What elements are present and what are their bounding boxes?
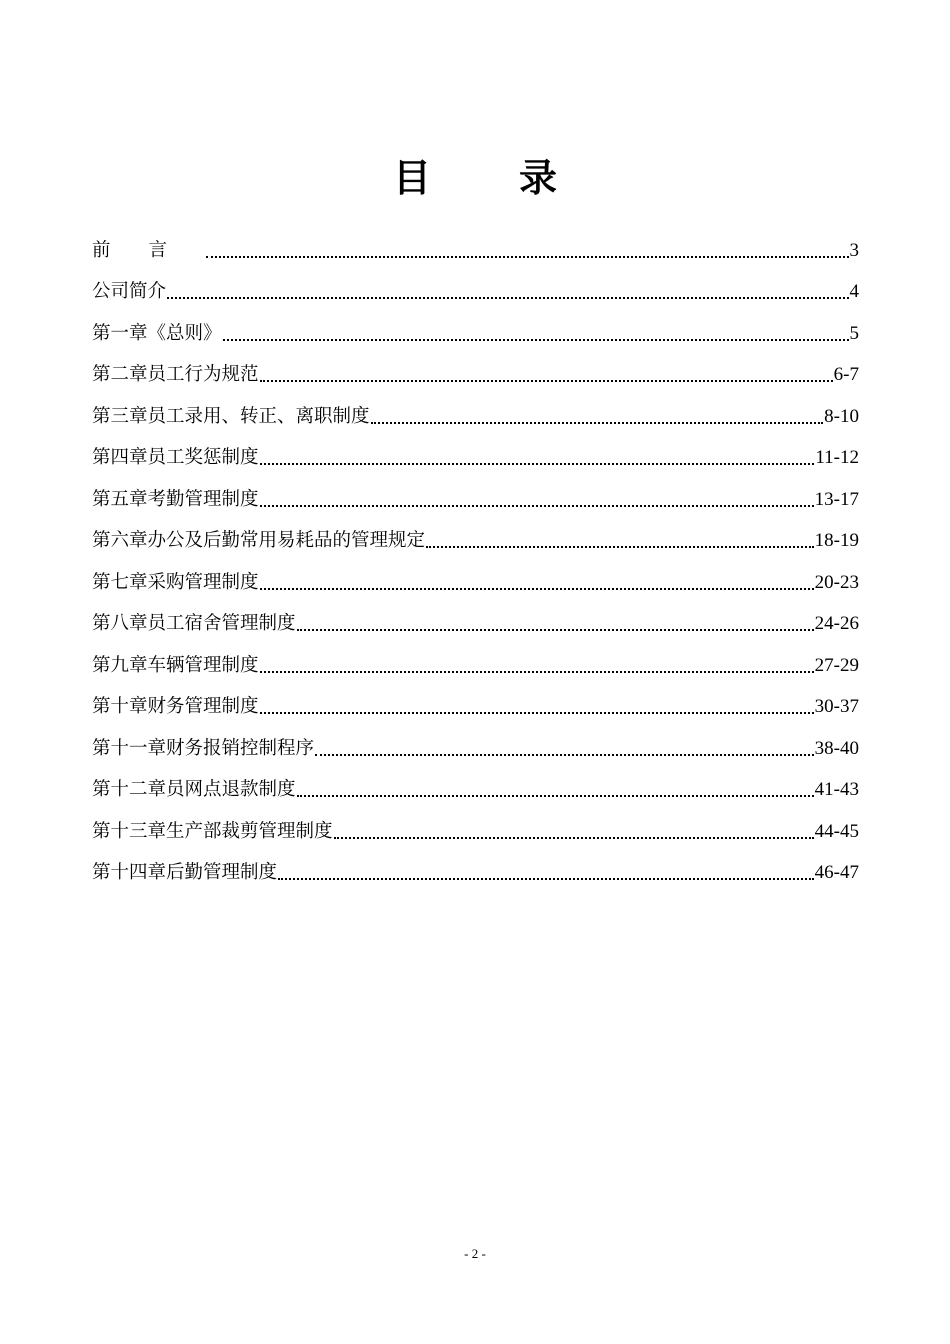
toc-entry-company-intro[interactable] (92, 264, 859, 306)
toc-entry-page: 27-29 (814, 654, 859, 676)
toc-entry-page: 5 (849, 322, 859, 344)
toc-entry-label: 第十一章财务报销控制程序 (92, 737, 315, 759)
toc-entry-page: 3 (849, 239, 859, 261)
title-char-1: 目 (392, 156, 431, 200)
toc-dot-leader (260, 489, 814, 509)
toc-dot-leader (426, 530, 814, 550)
toc-entry-page: 41-43 (814, 779, 859, 800)
toc-entry-chapter-14[interactable] (92, 845, 859, 887)
toc-entry-label: 第四章员工奖惩制度 (92, 447, 259, 468)
toc-entry-label: 第九章车辆管理制度 (92, 654, 259, 676)
toc-entry-chapter-8[interactable] (92, 596, 859, 638)
toc-entry-label: 第十二章员网点退款制度 (92, 779, 296, 800)
toc-entry-chapter-1[interactable] (92, 305, 859, 347)
toc-entry-page: 4 (849, 281, 859, 302)
toc-dot-leader (315, 738, 814, 758)
toc-dot-leader (260, 364, 833, 384)
table-of-contents (92, 222, 859, 886)
toc-entry-chapter-10[interactable] (92, 679, 859, 721)
toc-entry-chapter-2[interactable] (92, 347, 859, 389)
toc-entry-chapter-7[interactable] (92, 554, 859, 596)
toc-entry-chapter-4[interactable] (92, 430, 859, 472)
toc-entry-label: 第十四章后勤管理制度 (92, 862, 278, 883)
toc-dot-leader (297, 613, 814, 633)
toc-entry-label: 第二章员工行为规范 (92, 364, 259, 385)
toc-entry-label: 第十章财务管理制度 (92, 696, 259, 717)
toc-dot-leader (297, 779, 814, 799)
toc-entry-chapter-3[interactable] (92, 388, 859, 430)
toc-entry-chapter-12[interactable] (92, 762, 859, 804)
toc-dot-leader (260, 447, 815, 467)
toc-entry-page: 24-26 (814, 613, 859, 634)
toc-entry-label: 第一章《总则》 (92, 322, 222, 344)
toc-dot-leader (371, 406, 824, 426)
toc-entry-page: 18-19 (814, 530, 859, 551)
toc-dot-leader (278, 862, 814, 882)
toc-dot-leader (260, 655, 814, 675)
toc-entry-page: 20-23 (814, 571, 859, 593)
toc-entry-chapter-13[interactable] (92, 803, 859, 845)
toc-dot-leader (167, 281, 848, 301)
toc-entry-label: 第五章考勤管理制度 (92, 488, 259, 510)
toc-entry-page: 6-7 (833, 364, 859, 385)
toc-entry-label: 第十三章生产部裁剪管理制度 (92, 820, 333, 842)
toc-entry-chapter-11[interactable] (92, 720, 859, 762)
page-title (0, 150, 950, 206)
toc-dot-leader (334, 821, 814, 841)
toc-entry-page: 44-45 (814, 820, 859, 842)
toc-entry-label: 前言 (92, 239, 206, 261)
toc-dot-leader (260, 696, 814, 716)
toc-entry-page: 46-47 (814, 862, 859, 883)
toc-entry-label: 公司简介 (92, 281, 167, 302)
toc-entry-page: 13-17 (814, 488, 859, 510)
toc-entry-label: 第八章员工宿舍管理制度 (92, 613, 296, 634)
toc-dot-leader (223, 323, 849, 343)
toc-entry-label: 第七章采购管理制度 (92, 571, 259, 593)
toc-entry-page: 38-40 (814, 737, 859, 759)
page-number-footer: - 2 - (464, 1246, 486, 1261)
toc-entry-label: 第六章办公及后勤常用易耗品的管理规定 (92, 530, 426, 551)
toc-entry-page: 8-10 (824, 405, 859, 427)
toc-entry-chapter-6[interactable] (92, 513, 859, 555)
toc-entry-chapter-5[interactable] (92, 471, 859, 513)
toc-entry-preface[interactable] (92, 222, 859, 264)
toc-entry-page: 11-12 (815, 447, 859, 468)
toc-entry-page: 30-37 (814, 696, 859, 717)
title-char-2: 录 (519, 156, 558, 200)
toc-entry-label: 第三章员工录用、转正、离职制度 (92, 405, 370, 427)
toc-entry-chapter-9[interactable] (92, 637, 859, 679)
toc-dot-leader (260, 572, 814, 592)
toc-dot-leader (206, 240, 848, 260)
